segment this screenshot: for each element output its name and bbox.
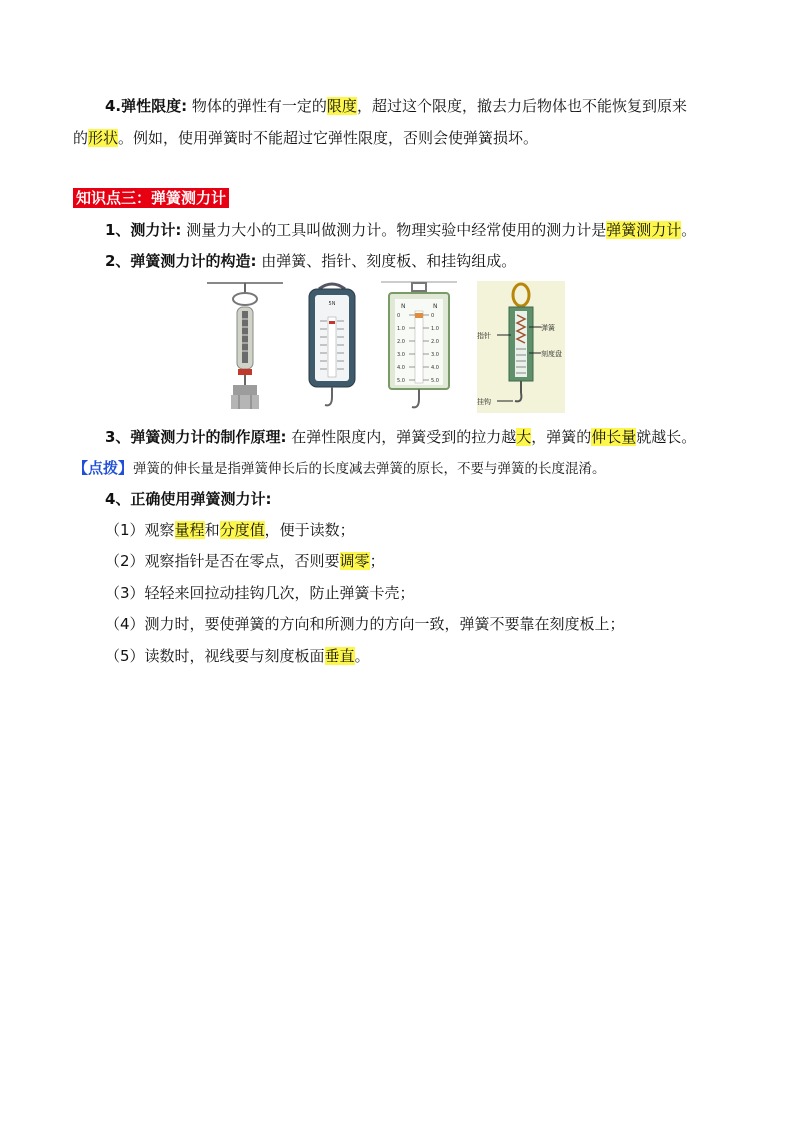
text: 和 [204, 521, 220, 539]
fig3-tick-right-0: 0 [431, 313, 435, 319]
label-hook: 挂钩 [477, 398, 491, 406]
item-1-heading: 1、测力计: [105, 221, 182, 239]
step-3 [105, 581, 415, 605]
text: ； [369, 552, 385, 570]
elastic-limit-line-1 [105, 94, 687, 118]
tip-tag: 【点拨】 [73, 459, 134, 477]
spring-scale-figures [207, 281, 565, 413]
text: 。例如，使用弹簧时不能超过它弹性限度，否则会使弹簧损坏。 [118, 129, 539, 147]
fig2-label: 5N [328, 301, 336, 307]
highlight-spring-scale: 弹簧测力计 [606, 221, 682, 239]
item-4-heading: 4、正确使用弹簧测力计: [105, 490, 272, 508]
highlight-large: 大 [516, 428, 532, 446]
fig3-tick-right-1: 1.0 [431, 326, 439, 332]
fig3-unit-right: N [433, 303, 438, 310]
item-3 [105, 425, 696, 449]
tip-line [73, 456, 606, 480]
highlight-division: 分度值 [219, 521, 265, 539]
flat-spring-scale-image [295, 281, 369, 411]
item-1 [105, 218, 696, 242]
section-3-heading [73, 186, 229, 210]
text: 就越长。 [636, 428, 697, 446]
fig3-tick-left-2: 2.0 [397, 339, 405, 345]
text: （3）轻轻来回拉动挂钩几次，防止弹簧卡壳； [105, 584, 415, 602]
fig3-tick-right-5: 5.0 [431, 378, 439, 384]
tip-text: 弹簧的伸长量是指弹簧伸长后的长度减去弹簧的原长，不要与弹簧的长度混淆。 [133, 461, 606, 477]
text: 由弹簧、指针、刻度板、和挂钩组成。 [256, 252, 517, 270]
text: ，弹簧的 [531, 428, 592, 446]
cylinder-spring-scale-image [207, 281, 283, 411]
label-pointer: 指针 [477, 332, 491, 340]
text: 。 [681, 221, 697, 239]
numbered-spring-scale-image [381, 281, 457, 411]
labeled-structure-image [477, 281, 565, 413]
text: ，便于读数； [264, 521, 355, 539]
text: 在弹性限度内，弹簧受到的拉力越 [286, 428, 517, 446]
highlight-shape: 形状 [88, 129, 119, 147]
text: （5）读数时，视线要与刻度板面 [105, 647, 325, 665]
elastic-limit-heading: 4.弹性限度: [105, 97, 188, 115]
label-spring: 弹簧 [541, 324, 555, 332]
fig3-unit-left: N [401, 303, 406, 310]
text: 的 [73, 129, 89, 147]
fig3-tick-left-5: 5.0 [397, 378, 405, 384]
fig3-tick-left-0: 0 [397, 313, 401, 319]
text: （4）测力时，要使弹簧的方向和所测力的方向一致，弹簧不要靠在刻度板上； [105, 615, 625, 633]
step-4 [105, 612, 625, 636]
fig3-tick-left-4: 4.0 [397, 365, 405, 371]
fig3-tick-right-4: 4.0 [431, 365, 439, 371]
item-3-heading: 3、弹簧测力计的制作原理: [105, 428, 287, 446]
text: （1）观察 [105, 521, 175, 539]
label-dial: 刻度盘 [541, 350, 562, 358]
highlight-limit: 限度 [326, 97, 357, 115]
section-3-tag: 知识点三：弹簧测力计 [73, 188, 229, 208]
item-4 [105, 487, 271, 511]
step-1 [105, 518, 355, 542]
fig3-tick-right-2: 2.0 [431, 339, 439, 345]
highlight-range: 量程 [174, 521, 205, 539]
fig3-tick-left-1: 1.0 [397, 326, 405, 332]
highlight-perpendicular: 垂直 [324, 647, 355, 665]
step-5 [105, 644, 370, 668]
fig3-tick-right-3: 3.0 [431, 352, 439, 358]
text: 。 [354, 647, 370, 665]
text: （2）观察指针是否在零点，否则要 [105, 552, 340, 570]
highlight-zero: 调零 [339, 552, 370, 570]
fig3-tick-left-3: 3.0 [397, 352, 405, 358]
item-2 [105, 249, 516, 273]
step-2 [105, 549, 385, 573]
text: 测量力大小的工具叫做测力计。物理实验中经常使用的测力计是 [181, 221, 607, 239]
highlight-extension: 伸长量 [591, 428, 637, 446]
text: 物体的弹性有一定的 [187, 97, 327, 115]
elastic-limit-line-2 [73, 126, 538, 150]
item-2-heading: 2、弹簧测力计的构造: [105, 252, 257, 270]
text: ，超过这个限度，撤去力后物体也不能恢复到原来 [356, 97, 687, 115]
